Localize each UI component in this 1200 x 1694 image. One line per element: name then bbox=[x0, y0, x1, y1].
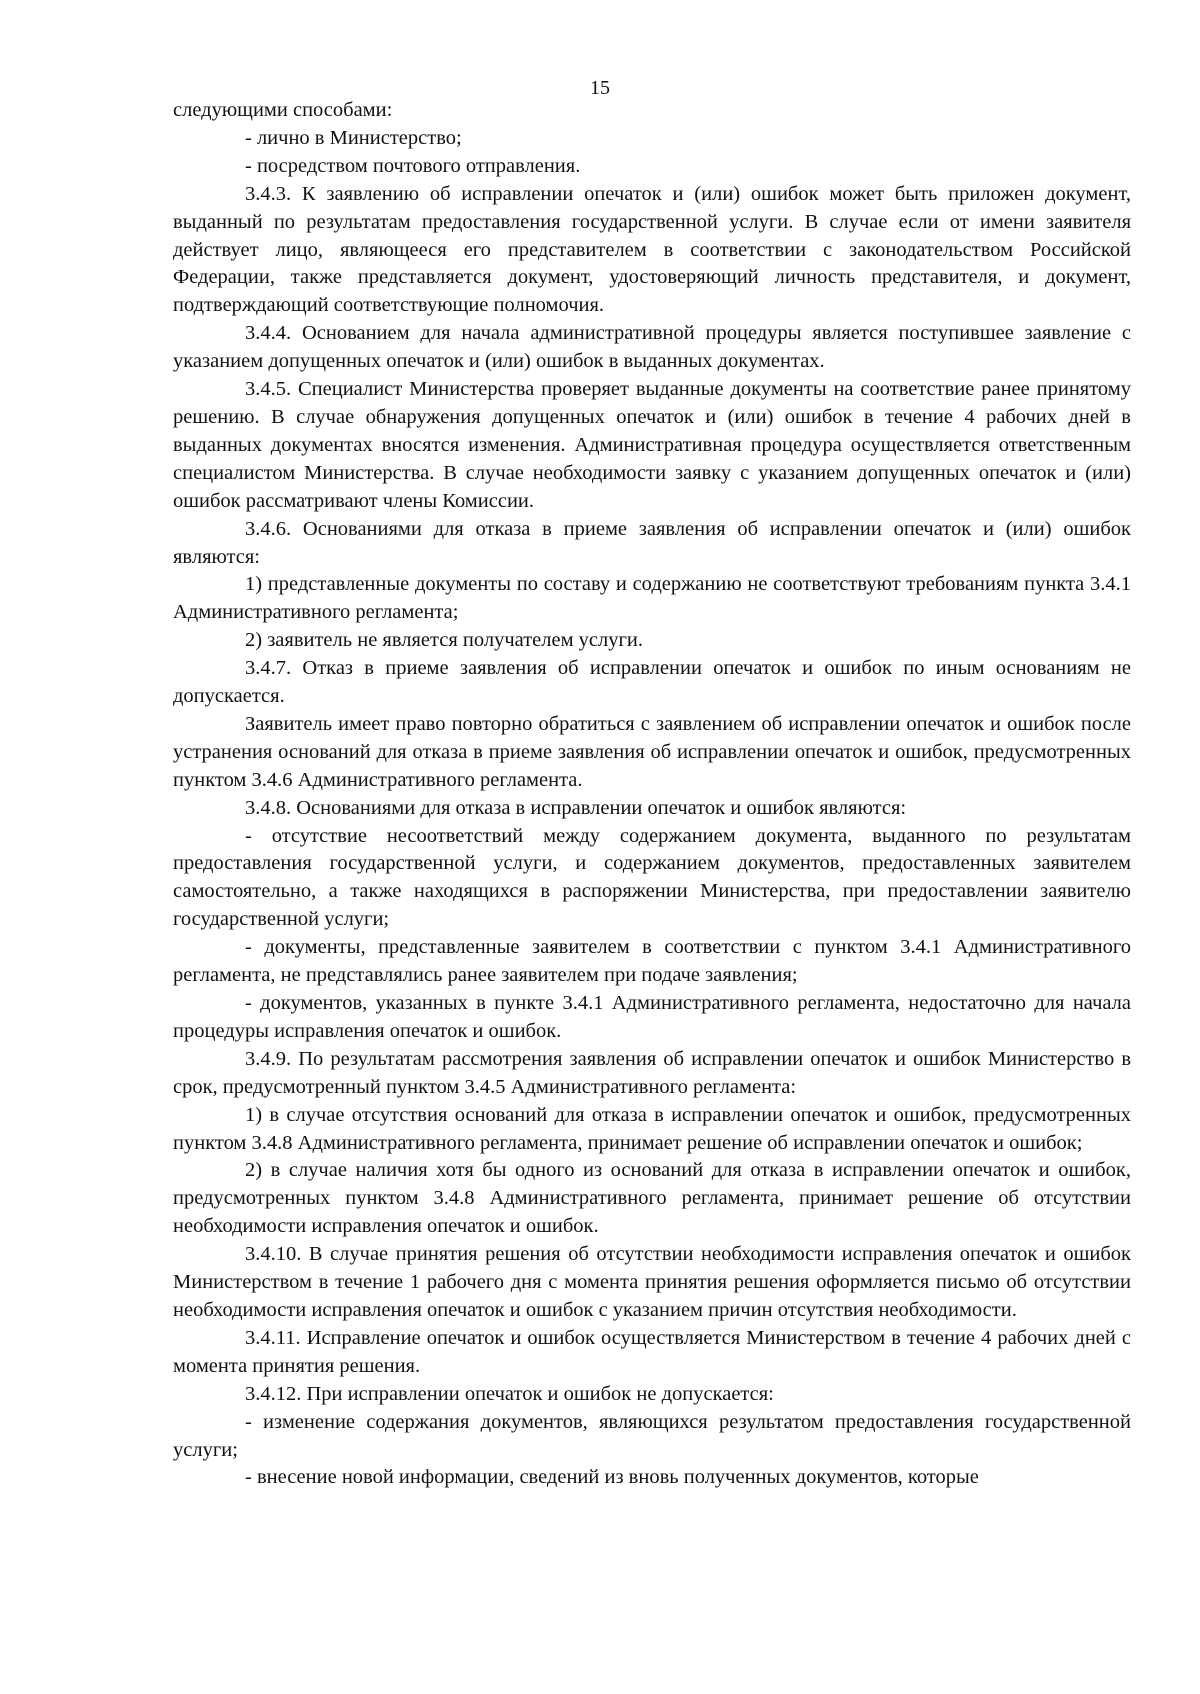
paragraph: 3.4.3. К заявлению об исправлении опечаток и (или) ошибок может быть приложен документ, выданный по результатам предоставления государственной услуги. В случае если от имени заявителя действует лицо, являющееся его представителем в соответствии с законодательством Российской Федерации, также представляется документ, удостоверяющий личность представителя, и документ, подтверждающий соответствующие полномочия. bbox=[173, 182, 1131, 317]
paragraph: 3.4.6. Основаниями для отказа в приеме заявления об исправлении опечаток и (или) ошибок являются: bbox=[173, 517, 1131, 568]
paragraph: 2) в случае наличия хотя бы одного из оснований для отказа в исправлении опечаток и ошибок, предусмотренных пунктом 3.4.8 Административного регламента, принимает решение об отсутствии необходимости исправления опечаток и ошибок. bbox=[173, 1159, 1131, 1238]
paragraph: 3.4.8. Основаниями для отказа в исправлении опечаток и ошибок являются: bbox=[245, 796, 907, 819]
paragraph: - внесение новой информации, сведений из вновь полученных документов, которые bbox=[245, 1466, 979, 1489]
paragraph: - лично в Министерство; bbox=[245, 126, 462, 149]
paragraph: 3.4.9. По результатам рассмотрения заявления об исправлении опечаток и ошибок Министерство в срок, предусмотренный пунктом 3.4.5 Административного регламента: bbox=[173, 1047, 1131, 1098]
paragraph: 1) в случае отсутствия оснований для отказа в исправлении опечаток и ошибок, предусмотренных пунктом 3.4.8 Административного регламента, принимает решение об исправлении опечаток и ошибок; bbox=[173, 1103, 1131, 1154]
paragraph: 3.4.5. Специалист Министерства проверяет выданные документы на соответствие ранее принятому решению. В случае обнаружения допущенных опечаток и (или) ошибок в течение 4 рабочих дней в выданных документах вносятся изменения. Административная процедура осуществляется ответственным специалистом Министерства. В случае необходимости заявку с указанием допущенных опечаток и (или) ошибок рассматривают члены Комиссии. bbox=[173, 378, 1131, 512]
paragraph: - изменение содержания документов, являющихся результатом предоставления государственной услуги; bbox=[173, 1410, 1131, 1461]
paragraph: следующими способами: bbox=[173, 99, 393, 121]
paragraph: 3.4.7. Отказ в приеме заявления об исправлении опечаток и ошибок по иным основаниям не допускается. bbox=[173, 657, 1131, 708]
paragraph: - документы, представленные заявителем в соответствии с пунктом 3.4.1 Административного регламента, не представлялись ранее заявителем при подаче заявления; bbox=[173, 936, 1131, 987]
page-number: 15 bbox=[590, 77, 610, 99]
paragraph: - документов, указанных в пункте 3.4.1 Административного регламента, недостаточно для начала процедуры исправления опечаток и ошибок. bbox=[173, 992, 1131, 1042]
paragraph: - посредством почтового отправления. bbox=[245, 154, 581, 177]
paragraph: 1) представленные документы по составу и содержанию не соответствуют требованиям пункта 3.4.1 Административного регламента; bbox=[173, 573, 1131, 624]
paragraph: 3.4.12. При исправлении опечаток и ошибок не допускается: bbox=[245, 1382, 774, 1405]
paragraph: - отсутствие несоответствий между содержанием документа, выданного по результатам предоставления государственной услуги, и содержанием документов, предоставленных заявителем самостоятельно, а также находящихся в распоряжении Министерства, при предоставлении заявителю государственной услуги; bbox=[173, 824, 1131, 931]
paragraph: 3.4.4. Основанием для начала административной процедуры является поступившее заявление с указанием допущенных опечаток и (или) ошибок в выданных документах. bbox=[173, 322, 1131, 373]
paragraph: Заявитель имеет право повторно обратиться с заявлением об исправлении опечаток и ошибок после устранения оснований для отказа в приеме заявления об исправлении опечаток и ошибок, предусмотренных пунктом 3.4.6 Административного регламента. bbox=[173, 712, 1131, 791]
document-body bbox=[173, 97, 1131, 1492]
paragraph: 3.4.11. Исправление опечаток и ошибок осуществляется Министерством в течение 4 рабочих дней с момента принятия решения. bbox=[173, 1326, 1131, 1377]
paragraph: 3.4.10. В случае принятия решения об отсутствии необходимости исправления опечаток и ошибок Министерством в течение 1 рабочего дня с момента принятия решения оформляется письмо об отсутствии необходимости исправления опечаток и ошибок с указанием причин отсутствия необходимости. bbox=[173, 1243, 1131, 1321]
paragraph: 2) заявитель не является получателем услуги. bbox=[245, 629, 644, 652]
